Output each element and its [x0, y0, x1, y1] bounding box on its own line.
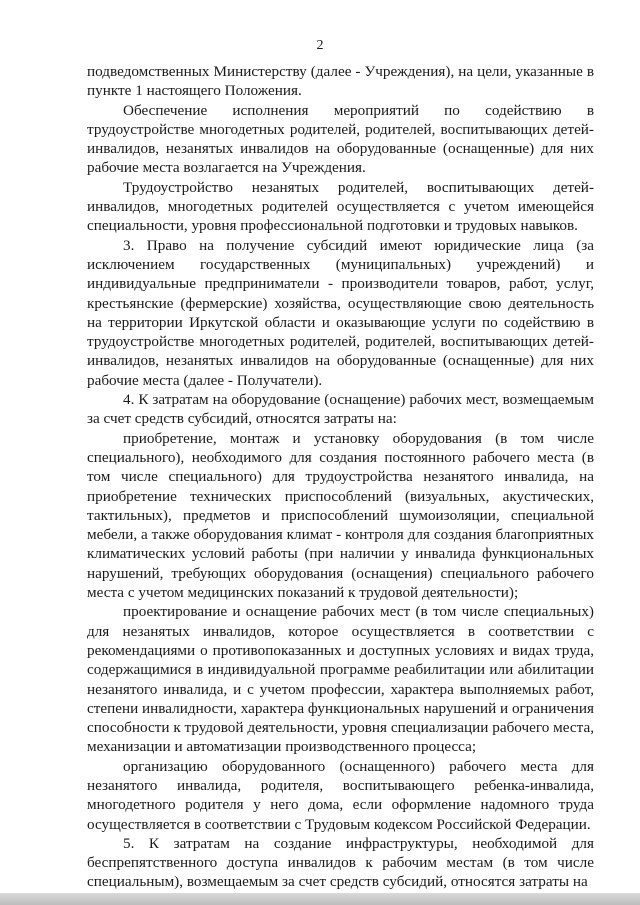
document-body — [87, 62, 594, 892]
paragraph-home-workplace: организацию оборудованного (оснащенного) рабочего места для незанятого инвалида, родителя, воспитывающего ребенка-инвалида, многодетного родителя у него дома, если оформление надомного труда осуществляется в соответствии с Трудовым кодексом Российской Федерации. — [87, 757, 594, 833]
paragraph-equipment-purchase: приобретение, монтаж и установку оборудования (в том числе специального), необходимого для создания постоянного рабочего места (в том числе специального) для трудоустройства незанятого инвалида, на приобретение технических приспособлений (визуальных, акустических, тактильных), предметов и приспособлений шумоизоляции, специальной мебели, а также оборудования климат - контроля для создания благоприятных климатических условий работы (при наличии у инвалида функциональных нарушений, требующих оборудования (оснащения) специального рабочего места с учетом медицинских показаний к трудовой деятельности); — [87, 429, 594, 602]
paragraph-employment: Трудоустройство незанятых родителей, воспитывающих детей-инвалидов, многодетных родителей осуществляется с учетом имеющейся специальности, уровня профессиональной подготовки и трудовых навыков. — [87, 178, 594, 235]
paragraph-institutions: Обеспечение исполнения мероприятий по содействию в трудоустройстве многодетных родителей, родителей, воспитывающих детей-инвалидов, незанятых инвалидов на оборудованные (оснащенные) для них рабочие места возлагается на Учреждения. — [87, 101, 594, 177]
paragraph-workplace-design: проектирование и оснащение рабочих мест (в том числе специальных) для незанятых инвалидов, которое осуществляется в соответствии с рекомендациями о противопоказанных и доступных условиях и видах труда, содержащимися в индивидуальной программе реабилитации или абилитации незанятого инвалида, и с учетом профессии, характера выполняемых работ, степени инвалидности, характера функциональных нарушений и ограничения способности к трудовой деятельности, уровня специализации рабочего места, механизации и автоматизации производственного процесса; — [87, 603, 595, 756]
scan-bottom-edge — [0, 893, 640, 905]
paragraph-item-4: 4. К затратам на оборудование (оснащение) рабочих мест, возмещаемым за счет средств субсидий, относятся затраты на: — [87, 391, 594, 428]
page-number: 2 — [316, 38, 324, 53]
paragraph-item-5: 5. К затратам на создание инфраструктуры, необходимой для беспрепятственного доступа инвалидов к рабочим местам (в том числе специальным), возмещаемым за счет средств субсидий, относятся затраты на — [87, 834, 594, 891]
paragraph-continuation: подведомственных Министерству (далее - Учреждения), на цели, указанные в пункте 1 настоящего Положения. — [87, 63, 594, 100]
paragraph-item-3: 3. Право на получение субсидий имеют юридические лица (за исключением государственных (муниципальных) учреждений) и индивидуальные предприниматели - производители товаров, работ, услуг, крестьянские (фермерские) хозяйства, осуществляющие свою деятельность на территории Иркутской области и оказывающие услуги по содействию в трудоустройстве многодетных родителей, родителей, воспитывающих детей-инвалидов, незанятых инвалидов на оборудованные (оснащенные) для них рабочие места (далее - Получатели). — [87, 236, 594, 389]
